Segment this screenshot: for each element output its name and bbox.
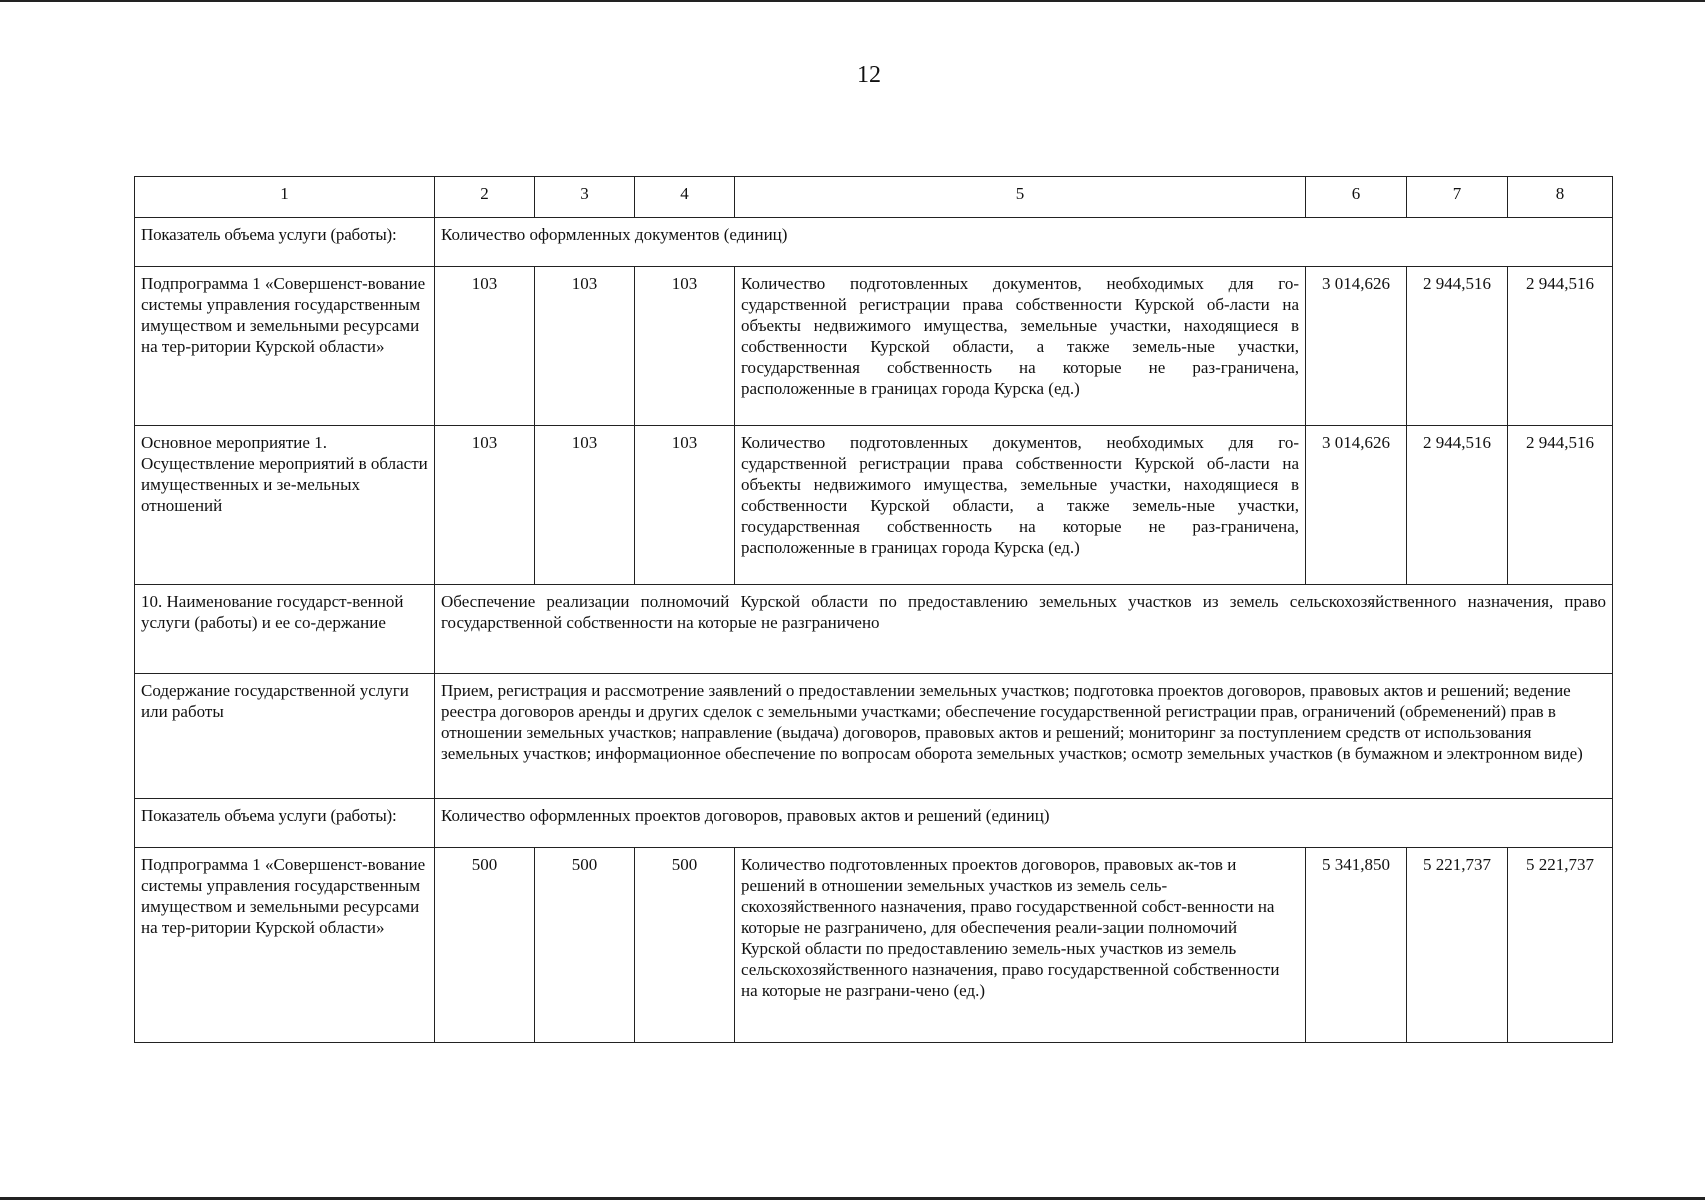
cell-col-3: 103 [535,267,635,426]
indicator-label: Показатель объема услуги (работы): [135,799,435,848]
page-top-edge [0,0,1705,2]
cell-col-3: 103 [535,426,635,585]
cell-col-6: 3 014,626 [1306,267,1407,426]
header-cell-2: 2 [435,177,535,218]
indicator-row-1 [135,218,1613,267]
indicator-value: Количество оформленных документов (единиц) [435,218,1613,267]
service-name-label: 10. Наименование государст-венной услуги (работы) и ее со-держание [135,585,435,674]
table-row-subprogram-1 [135,267,1613,426]
cell-description: Количество подготовленных документов, необходимых для го-сударственной регистрации права собственности Курской об-ласти на объекты недвижимого имущества, земельные участки, находящиеся в собственности Курской области, а также земель-ные участки, государственная собственность на которые не раз-граничена, расположенные в границах города Курска (ед.) [735,426,1306,585]
cell-col-4: 103 [635,267,735,426]
cell-col-8: 2 944,516 [1508,426,1613,585]
header-cell-7: 7 [1407,177,1508,218]
cell-col-8: 5 221,737 [1508,848,1613,1043]
cell-col-7: 2 944,516 [1407,267,1508,426]
row-name: Основное мероприятие 1. Осуществление мероприятий в области имущественных и зе-мельных отношений [135,426,435,585]
table-row-subprogram-1b [135,848,1613,1043]
indicator-value: Количество оформленных проектов договоров, правовых актов и решений (единиц) [435,799,1613,848]
cell-col-7: 5 221,737 [1407,848,1508,1043]
header-cell-8: 8 [1508,177,1613,218]
cell-col-7: 2 944,516 [1407,426,1508,585]
cell-description: Количество подготовленных проектов договоров, правовых ак-тов и решений в отношении земельных участков из земель сель-скохозяйственного назначения, право государственной собст-венности на которые не разграничено, для обеспечения реали-зации полномочий Курской области по предоставлению земель-ных участков из земель сельскохозяйственного назначения, право государственной собственности на которые не разграни-чено (ед.) [735,848,1306,1043]
header-cell-3: 3 [535,177,635,218]
header-row [135,177,1613,218]
row-name: Подпрограмма 1 «Совершенст-вование системы управления государственным имуществом и земельными ресурсами на тер-ритории Курской области» [135,848,435,1043]
cell-col-6: 3 014,626 [1306,426,1407,585]
cell-description: Количество подготовленных документов, необходимых для го-сударственной регистрации права собственности Курской об-ласти на объекты недвижимого имущества, земельные участки, находящиеся в собственности Курской области, а также земель-ные участки, государственная собственность на которые не раз-граничена, расположенные в границах города Курска (ед.) [735,267,1306,426]
row-name: Подпрограмма 1 «Совершенст-вование системы управления государственным имуществом и земельными ресурсами на тер-ритории Курской области» [135,267,435,426]
table-row-service-name [135,585,1613,674]
indicator-label: Показатель объема услуги (работы): [135,218,435,267]
cell-col-4: 103 [635,426,735,585]
cell-col-2: 103 [435,426,535,585]
header-cell-4: 4 [635,177,735,218]
indicator-row-2 [135,799,1613,848]
data-table [134,176,1613,1043]
cell-col-2: 500 [435,848,535,1043]
header-cell-6: 6 [1306,177,1407,218]
cell-col-6: 5 341,850 [1306,848,1407,1043]
service-name-value: Обеспечение реализации полномочий Курской области по предоставлению земельных участков из земель сельскохозяйственного назначения, право государственной собственности на которые не разграничено [435,585,1613,674]
table-row-main-event-1 [135,426,1613,585]
service-content-label: Содержание государственной услуги или работы [135,674,435,799]
cell-col-4: 500 [635,848,735,1043]
cell-col-8: 2 944,516 [1508,267,1613,426]
cell-col-2: 103 [435,267,535,426]
header-cell-5: 5 [735,177,1306,218]
table-row-service-content [135,674,1613,799]
service-content-value: Прием, регистрация и рассмотрение заявлений о предоставлении земельных участков; подготовка проектов договоров, правовых актов и решений; ведение реестра договоров аренды и других сделок с земельными участками; обеспечение государственной регистрации прав, ограничений (обременений) прав в отношении земельных участков; направление (выдача) договоров, правовых актов и решений; мониторинг за поступлением средств от использования земельных участков; информационное обеспечение по вопросам оборота земельных участков; осмотр земельных участков (в бумажном и электронном виде) [435,674,1613,799]
page-number: 12 [857,62,881,88]
cell-col-3: 500 [535,848,635,1043]
header-cell-1: 1 [135,177,435,218]
